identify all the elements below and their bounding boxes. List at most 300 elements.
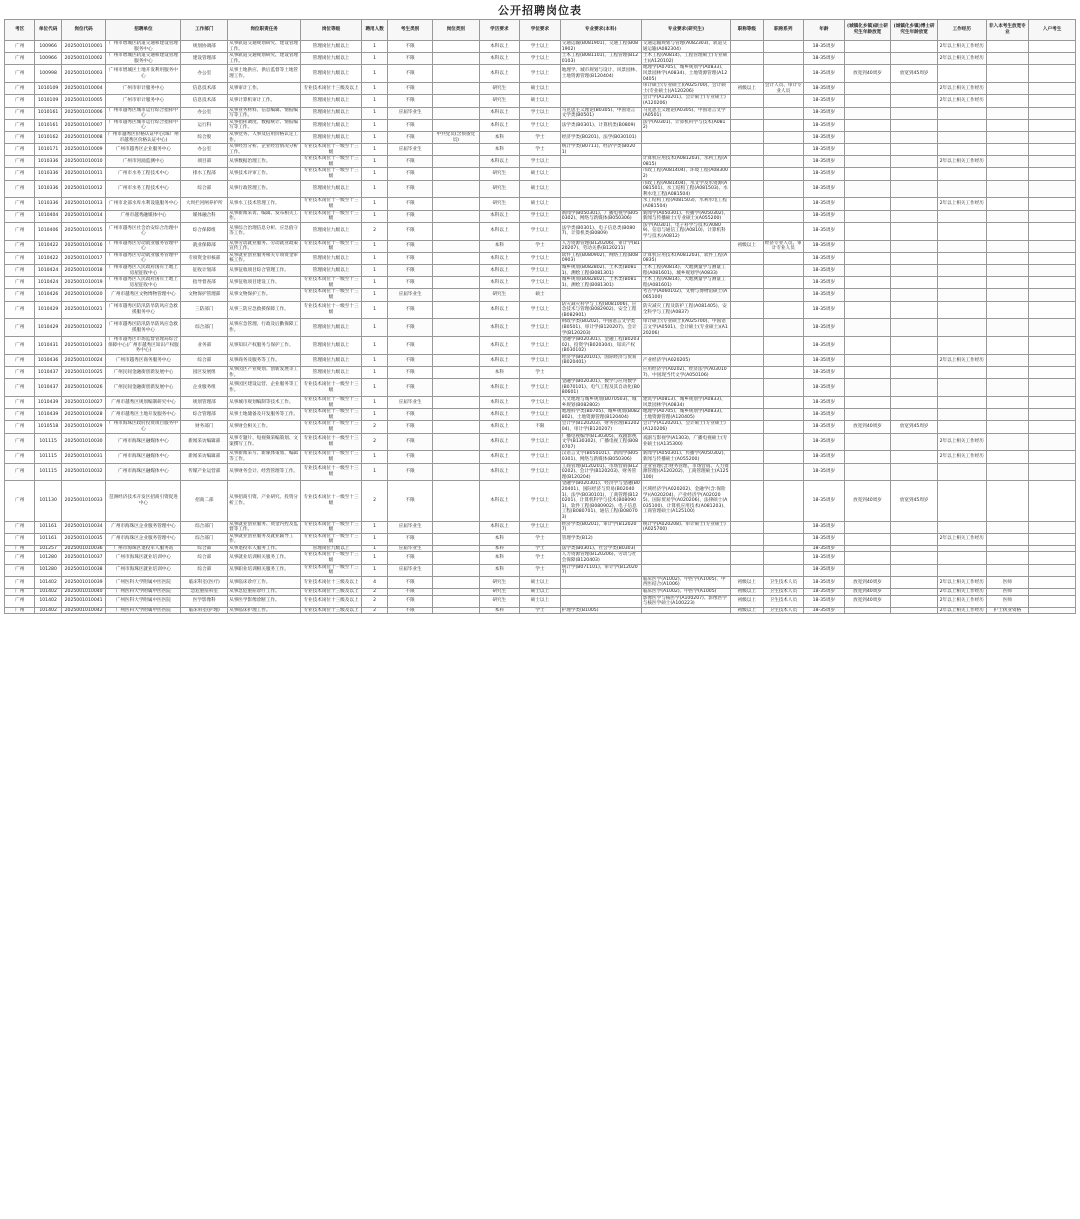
table-cell: 广州医科大学附属中医医院 — [106, 576, 181, 588]
table-cell: 18-35周岁 — [804, 589, 845, 596]
table-cell: 硕士以上 — [520, 168, 561, 180]
table-cell: 1 — [361, 379, 387, 397]
table-cell: 广州市增城区轨道交通和建设管理服务中心 — [106, 41, 181, 53]
table-cell: 2025001010028 — [61, 409, 106, 421]
table-cell: 广州 — [5, 65, 35, 83]
table-cell: 2025001010010 — [61, 156, 106, 168]
table-cell: 2025001010020 — [61, 289, 106, 301]
table-cell: 管理岗位九级以上 — [301, 367, 362, 379]
table-cell: 广州市增城区轨道交通和建设管理服务中心 — [106, 53, 181, 65]
table-cell — [432, 367, 479, 379]
table-cell — [731, 379, 763, 397]
table-cell — [731, 533, 763, 545]
table-cell — [731, 53, 763, 65]
table-cell: 本科以上 — [479, 354, 520, 366]
table-cell — [432, 397, 479, 409]
table-cell — [937, 463, 986, 481]
table-cell: 统计学类(B0711)、经济学类(B0201) — [560, 144, 641, 156]
table-cell: 1010429 — [35, 319, 61, 337]
table-cell — [731, 545, 763, 552]
table-cell: 广州 — [5, 252, 35, 264]
table-cell: 广州 — [5, 95, 35, 107]
table-cell: 学士 — [520, 144, 561, 156]
table-cell: 管理岗位九级以上 — [301, 337, 362, 355]
table-cell — [986, 240, 1029, 252]
table-cell — [986, 65, 1029, 83]
table-cell: 不限 — [388, 198, 433, 210]
table-cell — [432, 222, 479, 240]
table-cell: 2 — [361, 481, 387, 521]
table-cell: 2025001010031 — [61, 451, 106, 463]
table-cell — [763, 180, 804, 198]
table-cell — [844, 107, 891, 119]
table-cell — [763, 65, 804, 83]
table-cell: 不限 — [388, 421, 433, 433]
table-cell: 广州 — [5, 41, 35, 53]
table-cell — [891, 533, 938, 545]
table-cell — [432, 144, 479, 156]
table-cell: 本科以上 — [479, 210, 520, 222]
table-cell: 不限 — [388, 131, 433, 143]
table-cell — [432, 379, 479, 397]
table-cell — [891, 463, 938, 481]
table-cell: 从事土地储备及开发服务等工作。 — [228, 409, 301, 421]
table-cell: 广州 — [5, 354, 35, 366]
table-cell: 1 — [361, 180, 387, 198]
table-row — [5, 481, 1076, 521]
table-cell: 工商管理(B120201)、市场营销(B120202)、会计学(B120203)、财务管理(B120204) — [560, 463, 641, 481]
table-cell — [560, 589, 641, 596]
table-cell: 18-35周岁 — [804, 119, 845, 131]
table-cell: 18-35周岁 — [804, 83, 845, 95]
table-cell — [986, 156, 1029, 168]
table-cell: 不限 — [520, 421, 561, 433]
table-cell — [844, 222, 891, 240]
table-cell: 18-35周岁 — [804, 289, 845, 301]
table-cell: 综合保障组 — [181, 222, 228, 240]
table-cell — [731, 252, 763, 264]
table-cell: 广州市越秀区商务服务中心 — [106, 354, 181, 366]
table-cell: 2025001010039 — [61, 576, 106, 588]
table-cell — [432, 564, 479, 576]
table-cell: 本科以上 — [479, 481, 520, 521]
table-cell: 硕士以上 — [520, 576, 561, 588]
table-cell — [986, 83, 1029, 95]
table-cell: 临床医学(A1002)、中医学(A1005)、中西医结合(A1006) — [641, 576, 730, 588]
table-cell — [986, 319, 1029, 337]
table-cell — [1029, 367, 1076, 379]
table-cell: 学士 — [520, 552, 561, 564]
table-cell — [1029, 65, 1076, 83]
table-cell: 18-35周岁 — [804, 180, 845, 198]
table-cell: 办公室 — [181, 144, 228, 156]
table-cell — [986, 41, 1029, 53]
table-cell: 1 — [361, 397, 387, 409]
table-cell: 本科 — [479, 131, 520, 143]
table-cell: 18-35周岁 — [804, 354, 845, 366]
table-cell: 媒体融合科 — [181, 210, 228, 222]
table-cell — [432, 119, 479, 131]
table-cell — [844, 198, 891, 210]
table-cell: 文物保护管理部 — [181, 289, 228, 301]
table-cell — [937, 65, 986, 83]
table-cell — [891, 301, 938, 319]
table-cell: 企业管理(含:财务管理、市场营销、人力资源管理)(A120202)、工商管理硕士(A125100) — [642, 463, 729, 480]
table-cell: 不限 — [388, 53, 433, 65]
table-cell: 100998 — [35, 65, 61, 83]
table-cell — [844, 521, 891, 533]
table-cell — [937, 409, 986, 421]
table-cell — [891, 95, 938, 107]
table-cell: 初级以上 — [731, 83, 763, 95]
table-cell: 学士以上 — [520, 264, 561, 276]
table-cell — [937, 301, 986, 319]
table-cell: 1 — [361, 319, 387, 337]
table-cell: 18-35周岁 — [804, 379, 845, 397]
job-table — [4, 19, 1076, 614]
table-cell — [763, 354, 804, 366]
table-cell: 学士以上 — [520, 433, 561, 451]
table-cell: 18-35周岁 — [804, 552, 845, 564]
table-cell: 从事劳动就业服务、劳动就业政策宣传工作。 — [228, 240, 301, 252]
table-cell: 广州 — [5, 433, 35, 451]
table-cell — [432, 180, 479, 198]
table-cell: 从事文物保护工作。 — [228, 289, 301, 301]
table-cell: 学士以上 — [520, 252, 561, 264]
table-cell: 从事指挥调度、数据统计、情报编写等工作。 — [228, 119, 301, 131]
table-cell: 专业技术岗位十一级至十三级 — [301, 463, 362, 481]
table-cell: 临床医学(A1002)、中医学(A1005) — [641, 589, 730, 596]
table-cell: 学士 — [520, 240, 561, 252]
table-cell — [763, 552, 804, 564]
table-cell: 2 — [361, 595, 387, 607]
table-cell — [844, 552, 891, 564]
table-cell — [763, 521, 804, 533]
table-cell: 广州市海珠区融媒体中心 — [106, 433, 181, 451]
table-cell: 学士以上 — [520, 210, 561, 222]
column-header: 招聘单位 — [106, 20, 181, 41]
column-header: 专业要求(研究生) — [641, 20, 730, 41]
table-cell: 学士以上 — [520, 65, 561, 83]
table-cell: 不限 — [388, 119, 433, 131]
table-row — [5, 521, 1076, 533]
table-cell — [731, 337, 763, 355]
table-cell: 广州市海珠区融媒体中心 — [106, 451, 181, 463]
table-cell: 学士 — [520, 131, 561, 143]
table-cell: 不限 — [388, 576, 433, 588]
table-cell: 广州 — [5, 521, 35, 533]
table-cell: 医学影像科 — [181, 595, 228, 607]
table-cell: 产业经济学(A020205) — [641, 354, 730, 366]
table-cell: 18-35周岁 — [804, 131, 845, 143]
table-cell: 从事应急管理、行政及后勤保障工作。 — [228, 319, 301, 337]
table-cell — [1029, 95, 1076, 107]
table-cell: 2025001010023 — [61, 337, 106, 355]
table-cell: 放宽到40周岁 — [844, 576, 891, 588]
table-cell: 1 — [361, 367, 387, 379]
table-cell: 企业服务组 — [181, 379, 228, 397]
table-cell: 应届毕业生 — [388, 545, 433, 552]
table-cell: 急危重症科室 — [181, 589, 228, 596]
table-cell: 专业技术岗位十一级至十三级 — [301, 481, 362, 521]
table-cell — [891, 41, 938, 53]
table-cell: 2年以上相关工作经历 — [937, 595, 986, 607]
table-cell: 地理科学类(B0705)、城乡规划(B082802)、土地资源管理(B120404) — [561, 409, 640, 420]
table-cell: 管理学类(B12) — [560, 533, 641, 545]
table-cell: 学士以上 — [520, 119, 561, 131]
table-cell: 放宽到40周岁 — [844, 589, 891, 596]
table-cell: 广州 — [5, 481, 35, 521]
table-cell: 综合部门 — [181, 533, 228, 545]
table-cell: 广州市越秀区人民政府国有土地上房屋征收中心 — [106, 264, 181, 276]
table-cell: 1 — [361, 451, 387, 463]
table-cell — [844, 564, 891, 576]
table-cell: 1010426 — [35, 289, 61, 301]
table-cell: 1 — [361, 409, 387, 421]
table-cell: 本科 — [479, 144, 520, 156]
table-cell: 法学类(B0301)、计算机类(B0809) — [560, 119, 641, 131]
table-cell: 学士以上 — [520, 379, 561, 397]
table-cell: 卫生技术人员 — [763, 607, 804, 614]
table-row — [5, 53, 1076, 65]
table-cell: 2025001010017 — [61, 252, 106, 264]
table-cell — [1029, 222, 1076, 240]
table-cell: 管理岗位九级以上 — [301, 319, 362, 337]
table-cell: 从事就业创业服务、资金内控及监督等工作。 — [228, 521, 301, 533]
table-cell — [844, 545, 891, 552]
table-cell: 广州市海珠区融媒体中心 — [106, 463, 181, 481]
table-cell: 从事轨道交通规划研究、建设管理工作。 — [228, 41, 301, 53]
table-row — [5, 83, 1076, 95]
table-cell: 学士以上 — [520, 337, 561, 355]
table-cell: 不限 — [388, 481, 433, 521]
table-cell — [763, 119, 804, 131]
table-cell: 1010439 — [35, 397, 61, 409]
table-cell: 广州 — [5, 409, 35, 421]
table-cell: 广州市海珠区退役军人服务站 — [106, 545, 181, 552]
table-cell: 三防部门 — [181, 301, 228, 319]
table-cell — [891, 576, 938, 588]
table-cell — [432, 277, 479, 289]
table-cell — [986, 107, 1029, 119]
table-cell: 2025001010036 — [61, 545, 106, 552]
table-cell: 市政工程(A081404)、水文学及水资源(A081501)、水工结构工程(A081503)、水利水电工程(A081504) — [641, 180, 730, 198]
table-cell: 不限 — [388, 354, 433, 366]
table-cell: 不限 — [388, 277, 433, 289]
table-cell: 2025001010009 — [61, 144, 106, 156]
table-cell: 1 — [361, 337, 387, 355]
table-cell: 不限 — [388, 337, 433, 355]
table-cell — [986, 433, 1029, 451]
table-cell — [844, 289, 891, 301]
table-cell: 2025001010013 — [61, 198, 106, 210]
table-cell — [1029, 533, 1076, 545]
table-cell — [891, 451, 938, 463]
table-row — [5, 319, 1076, 337]
table-cell: 广州 — [5, 277, 35, 289]
table-cell: 1010406 — [35, 222, 61, 240]
table-cell: 经济学(B020101)、国际经济与贸易(B020401) — [560, 354, 641, 366]
table-cell: 本科以上 — [479, 433, 520, 451]
table-cell — [844, 354, 891, 366]
table-cell: 从事征收项目建设工作。 — [228, 277, 301, 289]
table-cell — [891, 545, 938, 552]
table-cell — [731, 222, 763, 240]
table-cell: 18-35周岁 — [804, 409, 845, 421]
table-cell — [937, 168, 986, 180]
table-cell: 法学类(B0301)、电子信息类(B0807)、计算机类(B0809) — [560, 222, 641, 240]
table-cell: 本科以上 — [479, 451, 520, 463]
table-cell — [432, 421, 479, 433]
table-cell: 本科以上 — [479, 397, 520, 409]
table-cell: 学士以上 — [520, 222, 561, 240]
column-header: 入户考生 — [1029, 20, 1076, 41]
table-row — [5, 552, 1076, 564]
table-cell — [937, 131, 986, 143]
table-cell: 18-35周岁 — [804, 595, 845, 607]
table-row — [5, 409, 1076, 421]
table-cell: 交通运输(B081901)、交通工程(B081902) — [560, 41, 641, 53]
table-row — [5, 119, 1076, 131]
column-header: 聘用人数 — [361, 20, 387, 41]
table-cell: 土木工程(A0814)、工程管理硕士(专业硕士)(A120102) — [641, 53, 730, 65]
table-cell: 从事退役军人服务工作。 — [228, 545, 301, 552]
table-cell: 医师 — [986, 589, 1029, 596]
table-cell — [1029, 319, 1076, 337]
table-cell: 专业技术岗位十三级及以上 — [301, 589, 362, 596]
table-cell: 1010437 — [35, 367, 61, 379]
table-cell: 区域经济学(A020202)、金融学(含:保险学)(A020204)、产业经济学(A020205)、国际贸易学(A020206)、法律硕士(A035100)、计算机应用技术(A081203)、工商管理硕士(A125100) — [641, 481, 730, 521]
table-cell — [1029, 41, 1076, 53]
table-cell — [731, 277, 763, 289]
table-cell — [1029, 545, 1076, 552]
table-cell: 广州市海珠区政府投资项目服务中心 — [106, 421, 181, 433]
table-cell: 从事就业培训相关服务工作。 — [228, 552, 301, 564]
table-row — [5, 533, 1076, 545]
table-cell — [1029, 337, 1076, 355]
table-cell: 从事计算机审计工作。 — [228, 95, 301, 107]
table-cell: 新闻采访编辑部 — [181, 451, 228, 463]
table-cell: 专业技术岗位十一级至十三级 — [301, 379, 362, 397]
table-cell: 专业技术岗位十一级至十三级 — [301, 552, 362, 564]
table-cell — [844, 463, 891, 481]
table-cell — [1029, 210, 1076, 222]
table-cell: 学士 — [520, 607, 561, 614]
table-cell — [1029, 107, 1076, 119]
table-cell — [763, 198, 804, 210]
table-cell: 不限 — [388, 41, 433, 53]
table-cell: 管理岗位九级以上 — [301, 95, 362, 107]
table-cell: 放宽到40周岁 — [844, 421, 891, 433]
table-cell — [1029, 252, 1076, 264]
table-cell — [1029, 463, 1076, 481]
column-header: 非入本考生放宽专业 — [986, 20, 1029, 41]
table-cell: 专业技术岗位十一级至十三级 — [301, 433, 362, 451]
table-cell — [891, 240, 938, 252]
table-cell: 规划管理部 — [181, 397, 228, 409]
table-cell: 临床科室(护理) — [181, 607, 228, 614]
table-cell — [1029, 119, 1076, 131]
table-cell: 101402 — [35, 607, 61, 614]
table-cell — [432, 319, 479, 337]
table-row — [5, 451, 1076, 463]
table-cell: 101115 — [35, 463, 61, 481]
table-cell: 不限 — [388, 222, 433, 240]
table-cell: 管理岗位九级以上 — [301, 41, 362, 53]
table-cell: 专业技术岗位十一级至十三级 — [301, 277, 362, 289]
table-cell: 不限 — [388, 180, 433, 198]
table-cell: 法学(A0301)、电子科学与技术(A0809)、信息与通信工程(A0810)、计算机科学与技术(A0812) — [641, 222, 730, 240]
table-cell: 硕士以上 — [520, 595, 561, 607]
table-cell — [1029, 595, 1076, 607]
table-cell: 本科 — [479, 240, 520, 252]
table-cell — [891, 198, 938, 210]
table-cell: 本科 — [479, 367, 520, 379]
table-cell — [844, 240, 891, 252]
table-cell — [986, 277, 1029, 289]
table-cell: 本科以上 — [479, 337, 520, 355]
table-cell: 排水工程部 — [181, 168, 228, 180]
table-cell: 不限 — [388, 210, 433, 222]
table-cell: 从事轨道交通规划研究、建设管理工作。 — [228, 53, 301, 65]
table-cell — [731, 421, 763, 433]
table-cell — [763, 277, 804, 289]
table-cell — [986, 379, 1029, 397]
table-cell: 本科以上 — [479, 421, 520, 433]
table-cell — [731, 289, 763, 301]
table-cell: 征收计划部 — [181, 264, 228, 276]
table-cell: 2年以上相关工作经历 — [937, 198, 986, 210]
table-cell: 本科以上 — [479, 65, 520, 83]
table-cell — [891, 409, 938, 421]
table-cell — [641, 131, 730, 143]
table-cell — [763, 397, 804, 409]
table-cell: 学士以上 — [520, 481, 561, 521]
table-cell — [891, 210, 938, 222]
table-cell: 广州 — [5, 367, 35, 379]
table-cell — [763, 252, 804, 264]
table-cell: 专业技术岗位十一级至十三级 — [301, 533, 362, 545]
table-cell — [937, 337, 986, 355]
table-cell: 1010109 — [35, 95, 61, 107]
table-cell: 1 — [361, 301, 387, 319]
table-cell: 2025001010035 — [61, 533, 106, 545]
table-cell — [763, 301, 804, 319]
table-cell — [731, 107, 763, 119]
table-cell — [763, 95, 804, 107]
table-row — [5, 264, 1076, 276]
table-cell: 综合部 — [181, 564, 228, 576]
table-cell: 从事综合治理信息分析、应急值守等工作。 — [228, 222, 301, 240]
table-cell: 学士以上 — [520, 397, 561, 409]
table-cell: 土木工程(A0814)、大地测量学与测量工程(A081601) — [641, 277, 730, 289]
table-cell — [891, 156, 938, 168]
table-cell: 管理岗位九级以上 — [301, 222, 362, 240]
table-cell: 广州 — [5, 222, 35, 240]
table-cell: 研究生 — [479, 95, 520, 107]
table-cell: 101280 — [35, 564, 61, 576]
table-cell: 专业技术岗位十三级及以上 — [301, 607, 362, 614]
table-cell: 广州市增城区土地开发利用服务中心 — [106, 65, 181, 83]
table-cell: 18-35周岁 — [804, 319, 845, 337]
table-cell — [432, 252, 479, 264]
table-cell: 学士以上 — [520, 156, 561, 168]
table-cell: 学士以上 — [520, 107, 561, 119]
table-cell — [986, 301, 1029, 319]
table-cell: 1010429 — [35, 301, 61, 319]
table-cell: 广州市审计服务中心 — [106, 95, 181, 107]
table-header — [5, 20, 1076, 41]
